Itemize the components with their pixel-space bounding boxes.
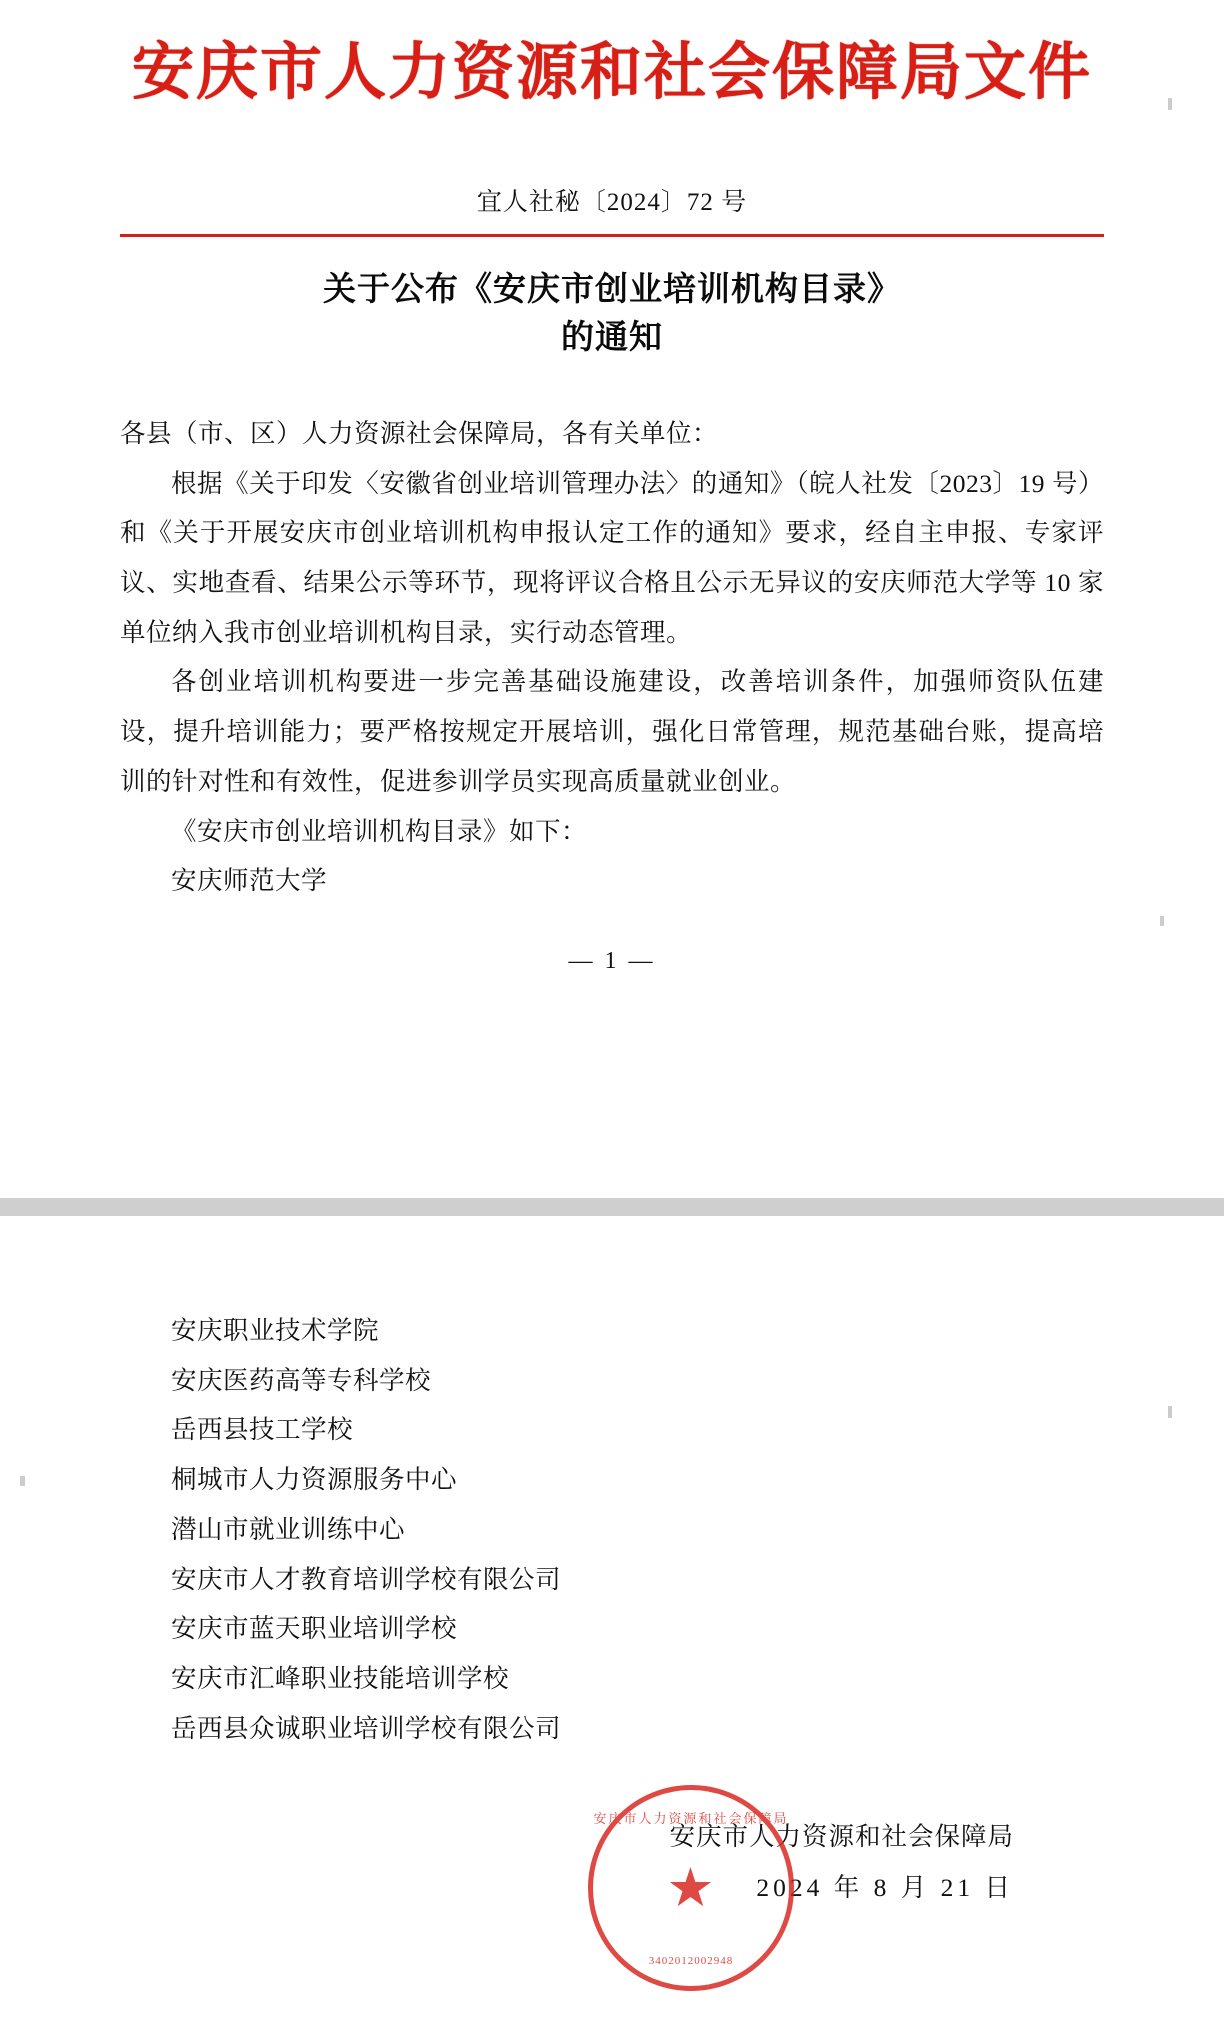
institution-list	[120, 1216, 1104, 1753]
list-item: 安庆市蓝天职业培训学校	[171, 1614, 458, 1644]
institution-item-first: 安庆师范大学	[171, 866, 328, 896]
scan-speck	[1168, 98, 1172, 110]
paragraph-2: 各创业培训机构要进一步完善基础设施建设，改善培训条件，加强师资队伍建设，提升培训能力；要严格按规定开展培训，强化日常管理，规范基础台账，提高培训的针对性和有效性，促进参训学员实现高质量就业创业。	[120, 667, 1104, 796]
list-item: 潜山市就业训练中心	[171, 1514, 406, 1544]
signature-date: 2024 年 8 月 21 日	[756, 1873, 1014, 1903]
document-number: 宜人社秘〔2024〕72 号	[476, 189, 748, 217]
list-item: 安庆市汇峰职业技能培训学校	[171, 1664, 510, 1694]
page-number-marker: — 1 —	[568, 948, 656, 975]
list-item: 安庆市人才教育培训学校有限公司	[171, 1564, 562, 1594]
page-title-line-1: 关于公布《安庆市创业培训机构目录》	[323, 272, 901, 309]
list-item: 安庆职业技术学院	[171, 1316, 380, 1345]
seal-bottom-text: 3402012002948	[648, 1955, 734, 1968]
sheet-separator	[0, 1198, 1224, 1216]
scan-speck	[1168, 1406, 1172, 1418]
scan-speck	[20, 1476, 25, 1486]
seal-top-text: 安庆市人力资源和社会保障局	[593, 1811, 789, 1827]
addressee-line: 各县（市、区）人力资源社会保障局，各有关单位：	[120, 418, 719, 448]
page-title-line-2: 的通知	[561, 320, 663, 357]
signature-block	[120, 1811, 1104, 1968]
red-divider-rule	[120, 234, 1104, 237]
scan-speck	[1160, 916, 1164, 926]
paragraph-1: 根据《关于印发〈安徽省创业培训管理办法〉的通知》（皖人社发〔2023〕19 号）和《关于开展安庆市创业培训机构申报认定工作的通知》要求，经自主申报、专家评议、实地查看、结果公示等环节，现将评议合格且公示无异议的安庆师范大学等 10 家单位纳入我市创业培训机构目录，实行动态管理。	[120, 468, 1104, 647]
page-title	[120, 267, 1104, 363]
list-item: 桐城市人力资源服务中心	[171, 1465, 458, 1495]
list-item: 岳西县技工学校	[171, 1415, 354, 1445]
paragraph-3: 《安庆市创业培训机构目录》如下：	[171, 816, 588, 846]
star-icon: ★	[666, 1858, 716, 1919]
document-body	[120, 409, 1104, 906]
list-item: 岳西县众诚职业培训学校有限公司	[171, 1713, 562, 1743]
signature-organization: 安庆市人力资源和社会保障局	[669, 1822, 1014, 1852]
list-item: 安庆医药高等专科学校	[171, 1365, 432, 1395]
document-sheet-2	[0, 1216, 1224, 2039]
masthead-title: 安庆市人力资源和社会保障局文件	[131, 35, 1092, 108]
